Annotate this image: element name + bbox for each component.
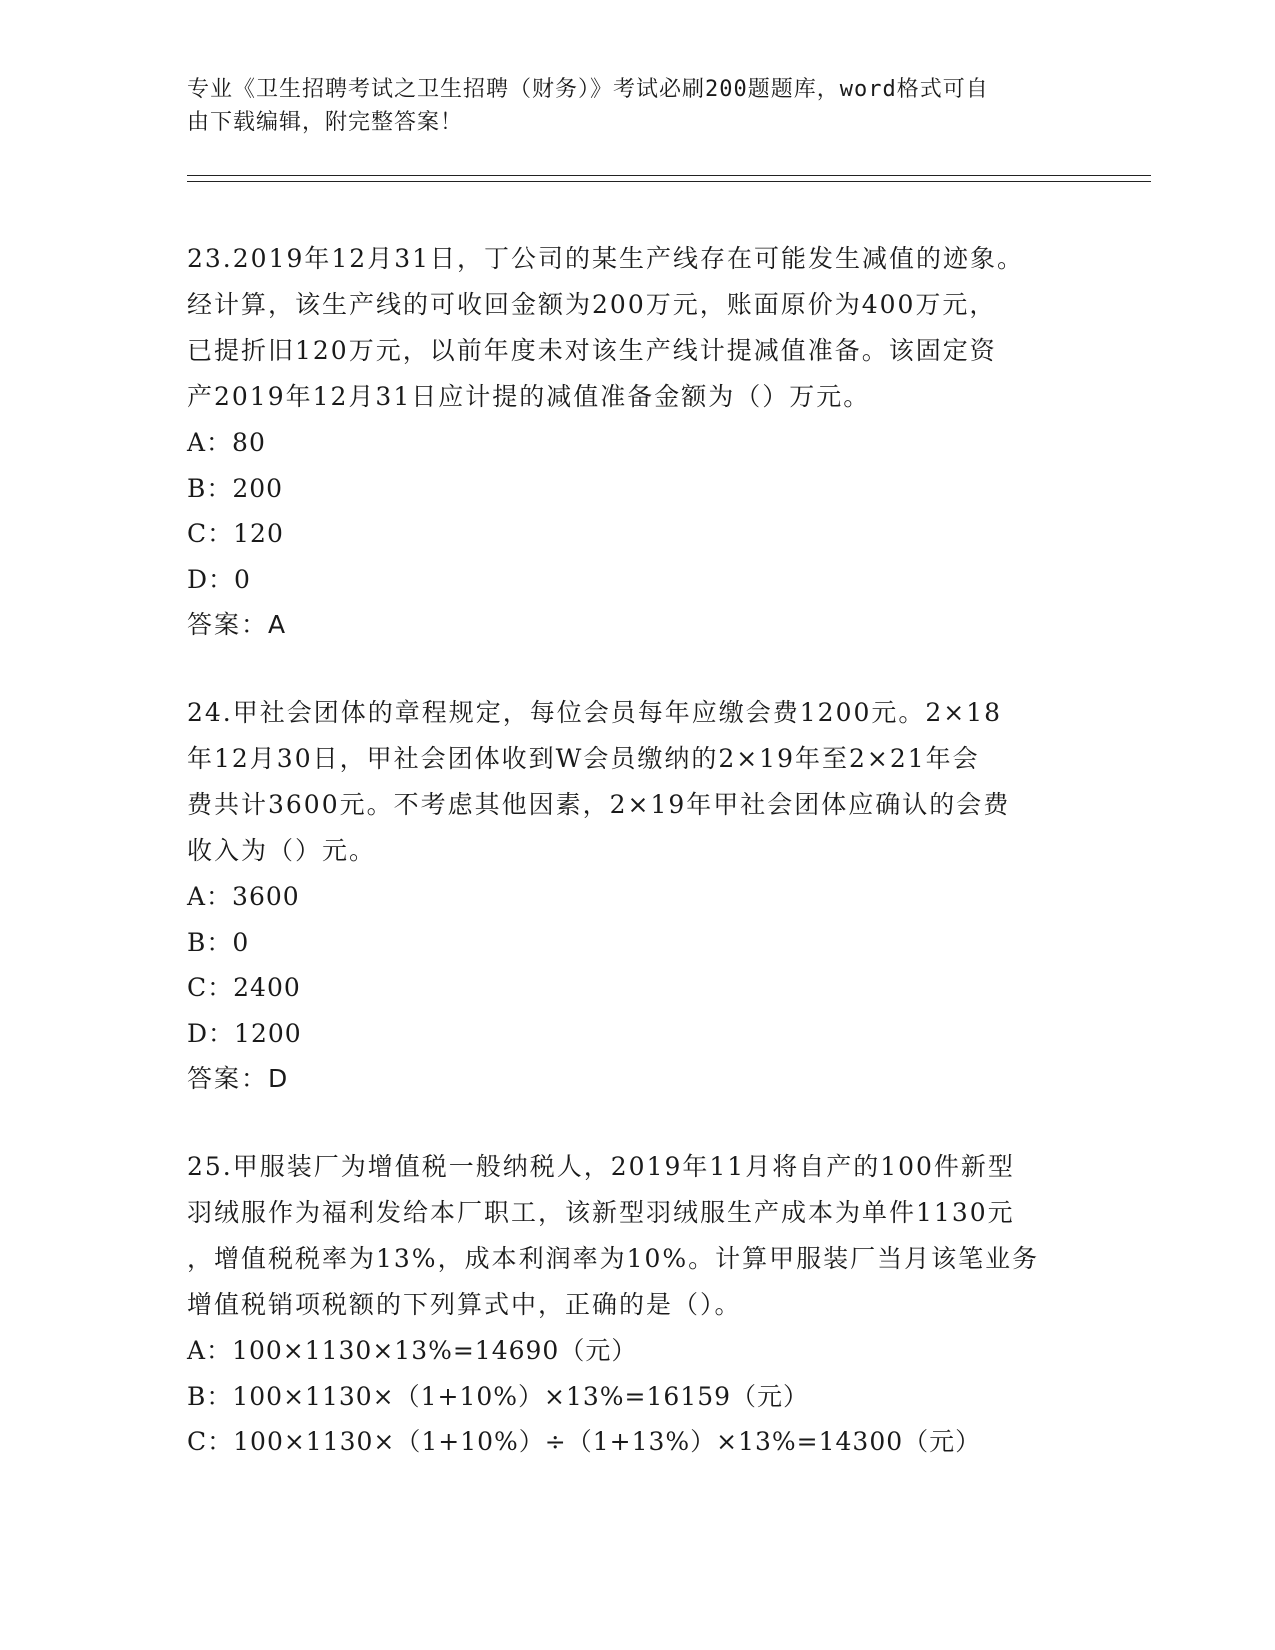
document-header: [187, 73, 1067, 139]
option-a: A：3600: [187, 882, 300, 911]
question-24: [187, 690, 1067, 1102]
option-c: C：2400: [187, 973, 301, 1002]
option-b: B：200: [187, 473, 284, 503]
question-stem-line: 经计算，该生产线的可收回金额为200万元，账面原价为400万元，: [187, 290, 997, 319]
option-a: A：80: [187, 428, 266, 457]
header-line-2: 由下载编辑，附完整答案！: [187, 110, 464, 135]
question-23: [187, 236, 1067, 648]
option-b: B：100×1130×（1+10%）×13%=16159（元）: [187, 1381, 810, 1411]
question-stem-line: 产2019年12月31日应计提的减值准备金额为（）万元。: [187, 382, 871, 411]
question-stem-line: 25.甲服装厂为增值税一般纳税人，2019年11月将自产的100件新型: [187, 1152, 1015, 1181]
option-d: D：0: [187, 564, 251, 594]
option-d: D：1200: [187, 1018, 302, 1048]
option-b: B：0: [187, 927, 250, 957]
question-stem-line: 增值税销项税额的下列算式中，正确的是（）。: [187, 1290, 742, 1319]
header-divider-bottom: [187, 181, 1151, 182]
option-c: C：100×1130×（1+10%）÷（1+13%）×13%=14300（元）: [187, 1427, 982, 1456]
question-stem-line: 羽绒服作为福利发给本厂职工，该新型羽绒服生产成本为单件1130元: [187, 1198, 1015, 1227]
option-a: A：100×1130×13%=14690（元）: [187, 1336, 638, 1365]
question-stem-line: 23.2019年12月31日，丁公司的某生产线存在可能发生减值的迹象。: [187, 244, 1025, 273]
header-divider-top: [187, 175, 1151, 176]
question-25: [187, 1144, 1067, 1465]
question-stem-line: ，增值税税率为13%，成本利润率为10%。计算甲服装厂当月该笔业务: [187, 1244, 1040, 1273]
answer-line: 答案：A: [187, 610, 288, 639]
question-stem-line: 年12月30日，甲社会团体收到W会员缴纳的2×19年至2×21年会: [187, 744, 980, 773]
header-line-1: 专业《卫生招聘考试之卫生招聘（财务）》考试必刷200题题库，word格式可自: [187, 77, 989, 102]
answer-line: 答案：D: [187, 1064, 290, 1093]
question-stem-line: 已提折旧120万元，以前年度未对该生产线计提减值准备。该固定资: [187, 336, 997, 365]
question-stem-line: 收入为（）元。: [187, 836, 377, 865]
question-stem-line: 24.甲社会团体的章程规定，每位会员每年应缴会费1200元。2×18: [187, 698, 1003, 727]
question-stem-line: 费共计3600元。不考虑其他因素，2×19年甲社会团体应确认的会费: [187, 790, 1011, 819]
option-c: C：120: [187, 519, 284, 548]
